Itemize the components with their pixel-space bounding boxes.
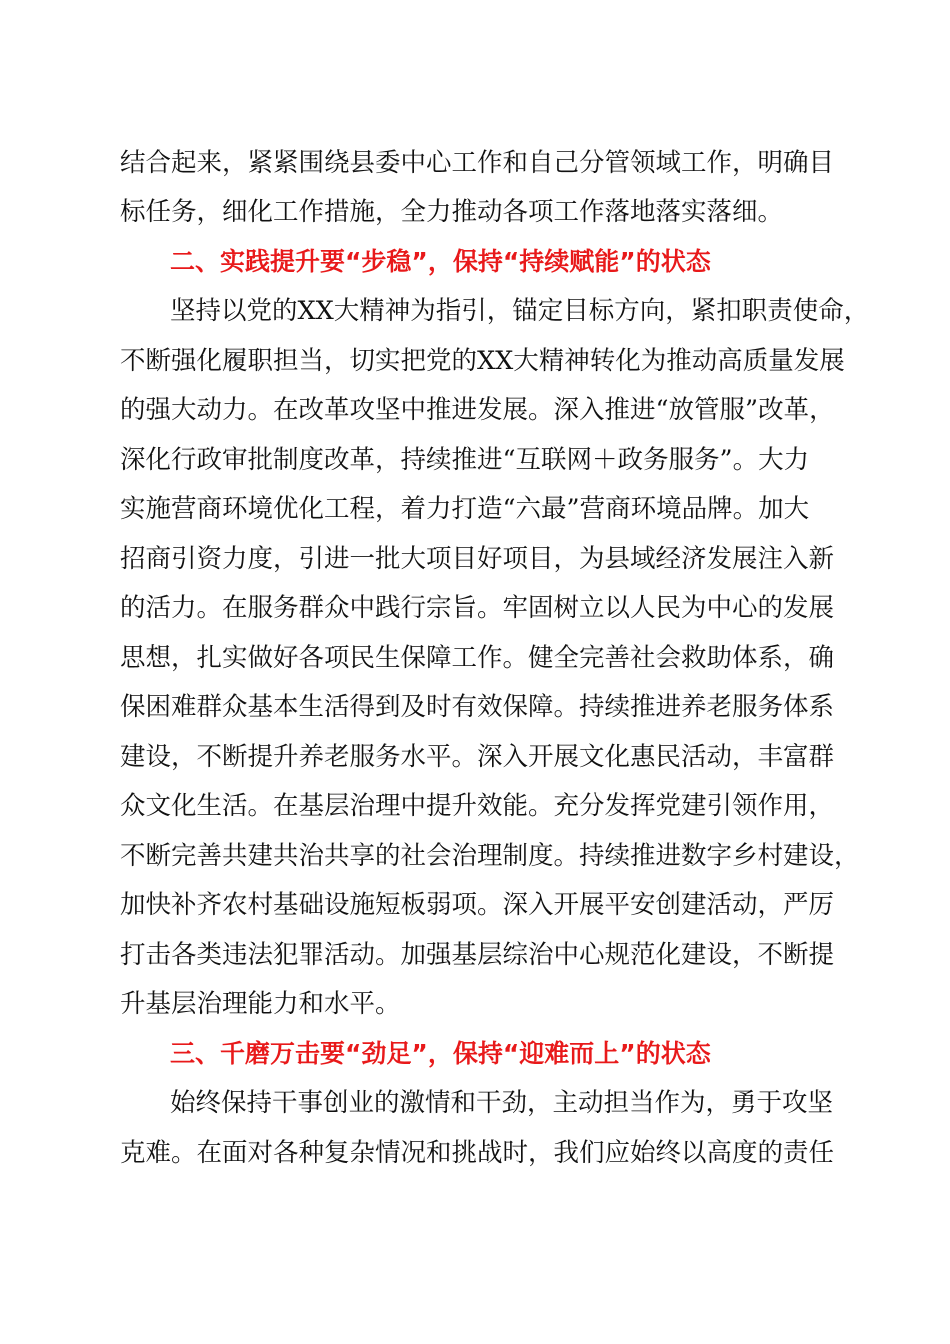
paragraph-2-line-2: 不断强化履职担当，切实把党的XX大精神转化为推动高质量发展	[120, 346, 845, 376]
paragraph-2-line-14: 打击各类违法犯罪活动。加强基层综治中心规范化建设，不断提	[120, 940, 835, 970]
paragraph-2-line-15: 升基层治理能力和水平。	[120, 989, 401, 1019]
paragraph-3-line-1: 始终保持干事创业的激情和干劲，主动担当作为，勇于攻坚	[170, 1088, 834, 1118]
paragraph-1-line-1: 结合起来，紧紧围绕县委中心工作和自己分管领域工作，明确目	[120, 148, 835, 178]
paragraph-2-line-11: 众文化生活。在基层治理中提升效能。充分发挥党建引领作用，	[120, 791, 835, 821]
paragraph-2-line-6: 招商引资力度，引进一批大项目好项目，为县域经济发展注入新	[120, 544, 835, 574]
paragraph-2-line-12: 不断完善共建共治共享的社会治理制度。持续推进数字乡村建设，	[120, 841, 860, 871]
paragraph-2-line-3: 的强大动力。在改革攻坚中推进发展。深入推进“放管服”改革，	[120, 395, 835, 425]
paragraph-2-line-7: 的活力。在服务群众中践行宗旨。牢固树立以人民为中心的发展	[120, 593, 835, 623]
paragraph-2-line-13: 加快补齐农村基础设施短板弱项。深入开展平安创建活动，严厉	[120, 890, 835, 920]
paragraph-2-line-5: 实施营商环境优化工程，着力打造“六最”营商环境品牌。加大	[120, 494, 810, 524]
paragraph-2-line-8: 思想，扎实做好各项民生保障工作。健全完善社会救助体系，确	[120, 643, 835, 673]
paragraph-2-line-9: 保困难群众基本生活得到及时有效保障。持续推进养老服务体系	[120, 692, 835, 722]
paragraph-3-line-2: 克难。在面对各种复杂情况和挑战时，我们应始终以高度的责任	[120, 1138, 835, 1168]
paragraph-2-line-1: 坚持以党的XX大精神为指引，锚定目标方向，紧扣职责使命，	[170, 296, 870, 326]
paragraph-2-line-10: 建设，不断提升养老服务水平。深入开展文化惠民活动，丰富群	[120, 742, 835, 772]
section-heading-2: 二、实践提升要“步稳”，保持“持续赋能”的状态	[170, 247, 711, 276]
paragraph-2-line-4: 深化行政审批制度改革，持续推进“互联网＋政务服务”。大力	[120, 445, 810, 475]
paragraph-1-line-2: 标任务，细化工作措施，全力推动各项工作落地落实落细。	[120, 197, 784, 227]
section-heading-3: 三、千磨万击要“劲足”，保持“迎难而上”的状态	[170, 1039, 711, 1068]
